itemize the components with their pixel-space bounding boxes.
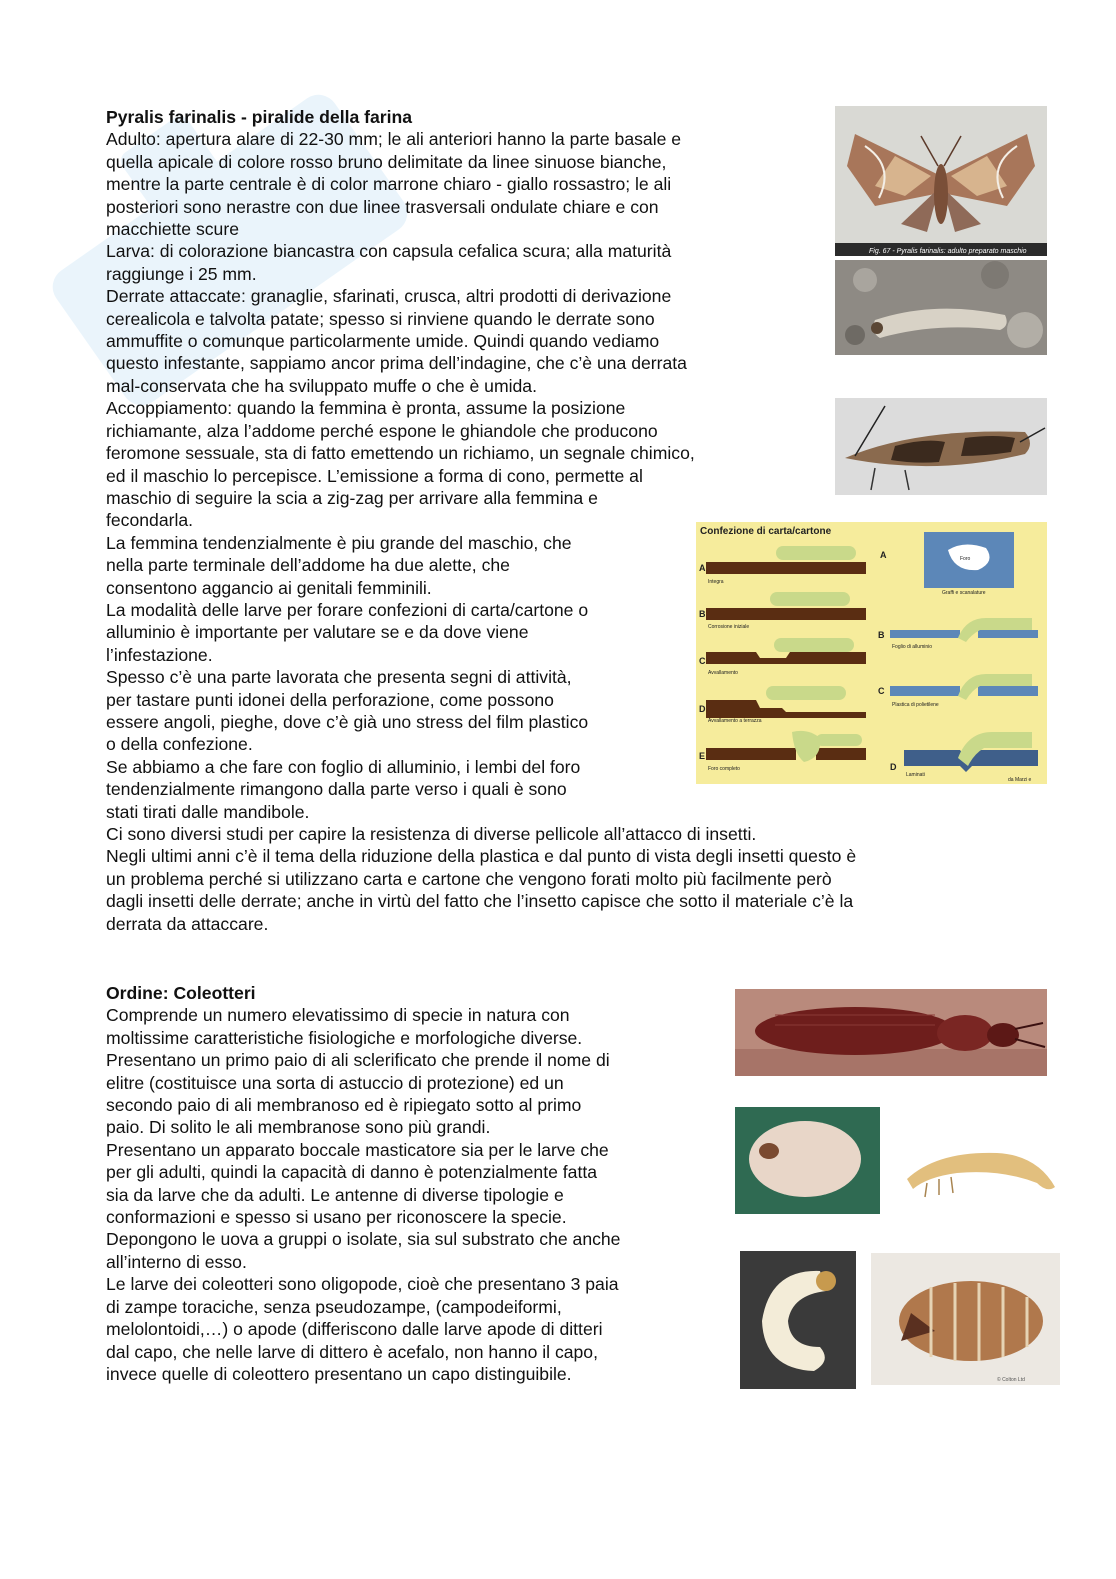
paragraph-accoppiamento: Accoppiamento: quando la femmina è pronta, assume la posizione richiamante, alza l’addome perché espone le ghiandole che producono feromone sessuale, sta di fatto emettendo un richiamo, un segnale chimico, ed il maschio lo percepisce. L’emissione a forma di cono, permette al maschio di seguire la scia a zig-zag per arrivare alla femmina e fecondarla. (106, 398, 695, 531)
paragraph-ali: Presentano un primo paio di ali sclerificato che prende il nome di elitre (costituisce una sorta di astuccio di protezione) ed un secondo paio di ali membranoso ed è ripiegato sotto al primo paio. Di solito le ali membranose sono più grandi. (106, 1050, 610, 1138)
row-letter: D (699, 704, 706, 714)
paragraph-larva: Larva: di colorazione biancastra con capsula cefalica scura; alla maturità raggiunge i 25 mm. (106, 241, 672, 284)
melolonthoid-grub-photo (740, 1251, 856, 1389)
diagram-title: Confezione di carta/cartone (700, 526, 832, 537)
section-title-coleotteri: Ordine: Coleotteri (106, 983, 256, 1003)
paragraph-larve: Le larve dei coleotteri sono oligopode, cioè che presentano 3 paia di zampe toraciche, senza pseudozampe, (campodeiformi, melolontoidi,…) o apode (differiscono dalle larve apode di ditteri dal capo, che nelle larve di dittero è acefalo, non hanno il capo, invece quelle di coleottero presentano un capo distinguibile. (106, 1274, 619, 1384)
row-label: Laminati (906, 772, 925, 778)
moth-adult-photo (835, 106, 1047, 256)
paragraph-modalita: La modalità delle larve per forare confezioni di carta/cartone o alluminio è importante per valutare se e da dove viene l’infestazione. (106, 599, 589, 665)
section-coleotteri (106, 982, 726, 1385)
row-letter: C (699, 656, 706, 666)
paragraph-specie: Comprende un numero elevatissimo di specie in natura con moltissime caratteristiche fisiologiche e morfologiche diverse. (106, 1005, 583, 1048)
moth-caption: Fig. 67 - Pyralis farinalis: adulto preparato maschio (869, 248, 1027, 255)
paragraph-apparato-boccale: Presentano un apparato boccale masticatore sia per le larve che per gli adulti, quindi la capacità di danno è potenzialmente fatta sia da larve che da adulti. Le antenne di diverse tipologie e conformazioni e spesso si usano per riconoscere la specie. (106, 1139, 609, 1228)
row-label: Foro completo (708, 766, 740, 772)
row-letter: B (699, 609, 706, 619)
beetle-grub-photo (735, 1107, 880, 1214)
packaging-perforation-diagram (696, 522, 1047, 784)
row-label: Avvallamento a terrazza (708, 718, 762, 724)
row-letter: C (878, 686, 885, 696)
paragraph-plastica: Negli ultimi anni c’è il tema della riduzione della plastica e dal punto di vista degli insetti questo è un problema perché si utilizzano carta e cartone che vengono forati molto più facilmente però dagli insetti delle derrate; anche in virtù del fatto che l’insetto capisce che sotto il materiale c’è la derrata da attaccare. (106, 846, 857, 934)
paragraph-derrate: Derrate attaccate: granaglie, sfarinati, crusca, altri prodotti di derivazione cerealicola e talvolta patate; spesso si rinviene quando le derrate sono ammuffite o comunque particolarmente umide. Quindi quando vediamo questo infestante, sappiamo ancor prima dell’indagine, che c’è una derrata mal-conservata che ha sviluppato muffe o che è umida. (106, 286, 687, 396)
paragraph-parte-lavorata: Spesso c’è una parte lavorata che presenta segni di attività, per tastare punti idonei della perforazione, come possono essere angoli, pieghe, dove c’è già uno stress del film plastico o della confezione. (106, 667, 589, 755)
row-label: Integra (708, 579, 724, 585)
larva-photo (835, 260, 1047, 355)
row-label: Avvallamento (708, 670, 738, 676)
row-letter: B (878, 630, 885, 640)
resting-moth-photo (835, 398, 1047, 495)
paragraph-studi: Ci sono diversi studi per capire la resistenza di diverse pellicole all’attacco di insetti. (106, 824, 757, 844)
dermestid-larva-photo (871, 1253, 1060, 1385)
row-label: Graffi e scanalature (942, 590, 986, 596)
row-letter: D (890, 762, 897, 772)
paragraph-alluminio: Se abbiamo a che fare con foglio di alluminio, i lembi del foro tendenzialmente rimangono dalla parte verso i quali è sono stati tirati dalle mandibole. (106, 756, 581, 822)
paragraph-uova: Depongono le uova a gruppi o isolate, sia sul substrato che anche all’interno di esso. (106, 1229, 621, 1272)
campodeiform-larva-photo (897, 1127, 1062, 1207)
row-letter: A (699, 563, 706, 573)
row-label: Plastica di polietilene (892, 702, 939, 708)
adult-beetle-photo (735, 989, 1047, 1076)
diagram-credit: da Marzi e (1008, 777, 1032, 783)
paragraph-femmina: La femmina tendenzialmente è piu grande del maschio, che nella parte terminale dell’addome ha due alette, che consentono aggancio ai genitali femminili. (106, 532, 572, 598)
row-letter: A (880, 550, 887, 560)
larva-credit: © Colton Ltd (997, 1377, 1025, 1383)
row-letter: E (699, 751, 706, 761)
section-title-pyralis: Pyralis farinalis - piralide della farina (106, 107, 413, 127)
row-label: Foglio di alluminio (892, 644, 933, 650)
row-label: Corrosione iniziale (708, 624, 750, 630)
paragraph-adult: Adulto: apertura alare di 22-30 mm; le ali anteriori hanno la parte basale e quella apicale di colore rosso bruno delimitate da linee sinuose bianche, mentre la parte centrale è di color marrone chiaro - giallo rossastro; le ali posteriori sono nerastre con due linee trasversali ondulate chiare e con macchiette scure (106, 129, 682, 240)
hole-label: Foro (960, 556, 971, 562)
